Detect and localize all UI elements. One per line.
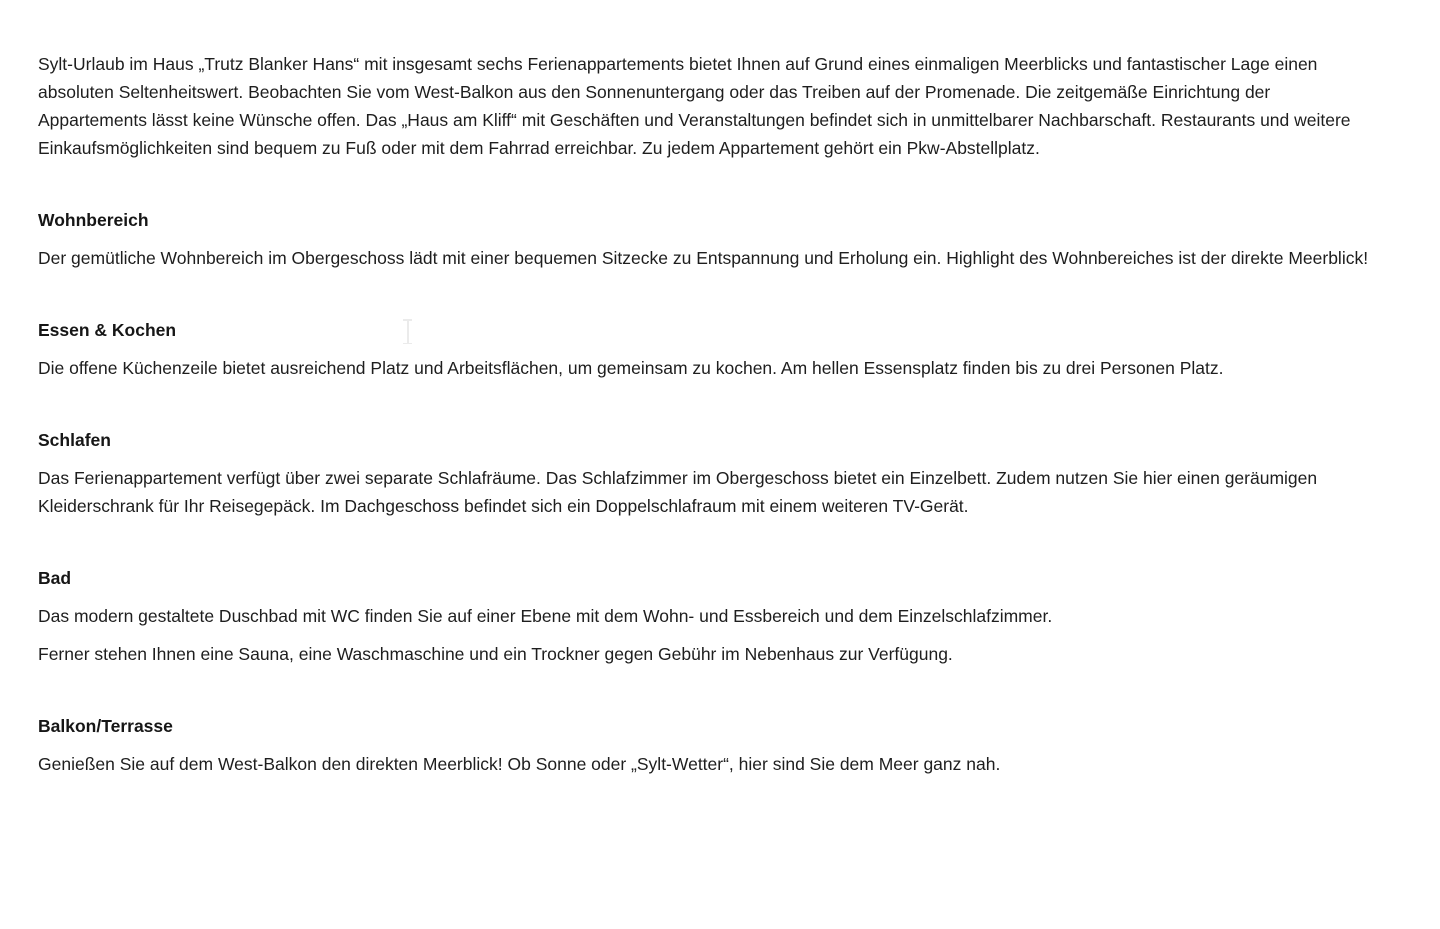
section-schlafen (38, 426, 1370, 520)
section-bad (38, 564, 1370, 668)
text-cursor-ibeam-icon (402, 318, 413, 345)
intro-paragraph: Sylt-Urlaub im Haus „Trutz Blanker Hans“ mit insgesamt sechs Ferienappartements bietet Ihnen auf Grund eines einmaligen Meerblicks und fantastischer Lage einen absoluten Seltenheitswert. Beobachten Sie vom West-Balkon aus den Sonnenuntergang oder das Treiben auf der Promenade. Die zeitgemäße Einrichtung der Appartements lässt keine Wünsche offen. Das „Haus am Kliff“ mit Geschäften und Veranstaltungen befindet sich in unmittelbarer Nachbarschaft. Restaurants und weitere Einkaufsmöglichkeiten sind bequem zu Fuß oder mit dem Fahrrad erreichbar. Zu jedem Appartement gehört ein Pkw-Abstellplatz. (38, 54, 1351, 158)
section-paragraph: Genießen Sie auf dem West-Balkon den direkten Meerblick! Ob Sonne oder „Sylt-Wetter“, hier sind Sie dem Meer ganz nah. (38, 754, 1001, 774)
section-paragraph: Ferner stehen Ihnen eine Sauna, eine Waschmaschine und ein Trockner gegen Gebühr im Nebenhaus zur Verfügung. (38, 644, 953, 664)
section-heading-bad: Bad (38, 568, 72, 588)
section-heading-essen-kochen: Essen & Kochen (38, 320, 177, 340)
section-balkon-terrasse (38, 712, 1370, 778)
section-heading-balkon-terrasse: Balkon/Terrasse (38, 716, 173, 736)
section-paragraph: Die offene Küchenzeile bietet ausreichend Platz und Arbeitsflächen, um gemeinsam zu kochen. Am hellen Essensplatz finden bis zu drei Personen Platz. (38, 358, 1224, 378)
section-heading-schlafen: Schlafen (38, 430, 111, 450)
section-paragraph: Der gemütliche Wohnbereich im Obergeschoss lädt mit einer bequemen Sitzecke zu Entspannung und Erholung ein. Highlight des Wohnbereiches ist der direkte Meerblick! (38, 248, 1369, 268)
section-paragraph: Das Ferienappartement verfügt über zwei separate Schlafräume. Das Schlafzimmer im Obergeschoss bietet ein Einzelbett. Zudem nutzen Sie hier einen geräumigen Kleiderschrank für Ihr Reisegepäck. Im Dachgeschoss befindet sich ein Doppelschlafraum mit einem weiteren TV-Gerät. (38, 468, 1318, 516)
section-essen-kochen (38, 316, 1370, 382)
section-wohnbereich (38, 206, 1370, 272)
section-heading-wohnbereich: Wohnbereich (38, 210, 149, 230)
section-paragraph: Das modern gestaltete Duschbad mit WC finden Sie auf einer Ebene mit dem Wohn- und Essbereich und dem Einzelschlafzimmer. (38, 606, 1053, 626)
